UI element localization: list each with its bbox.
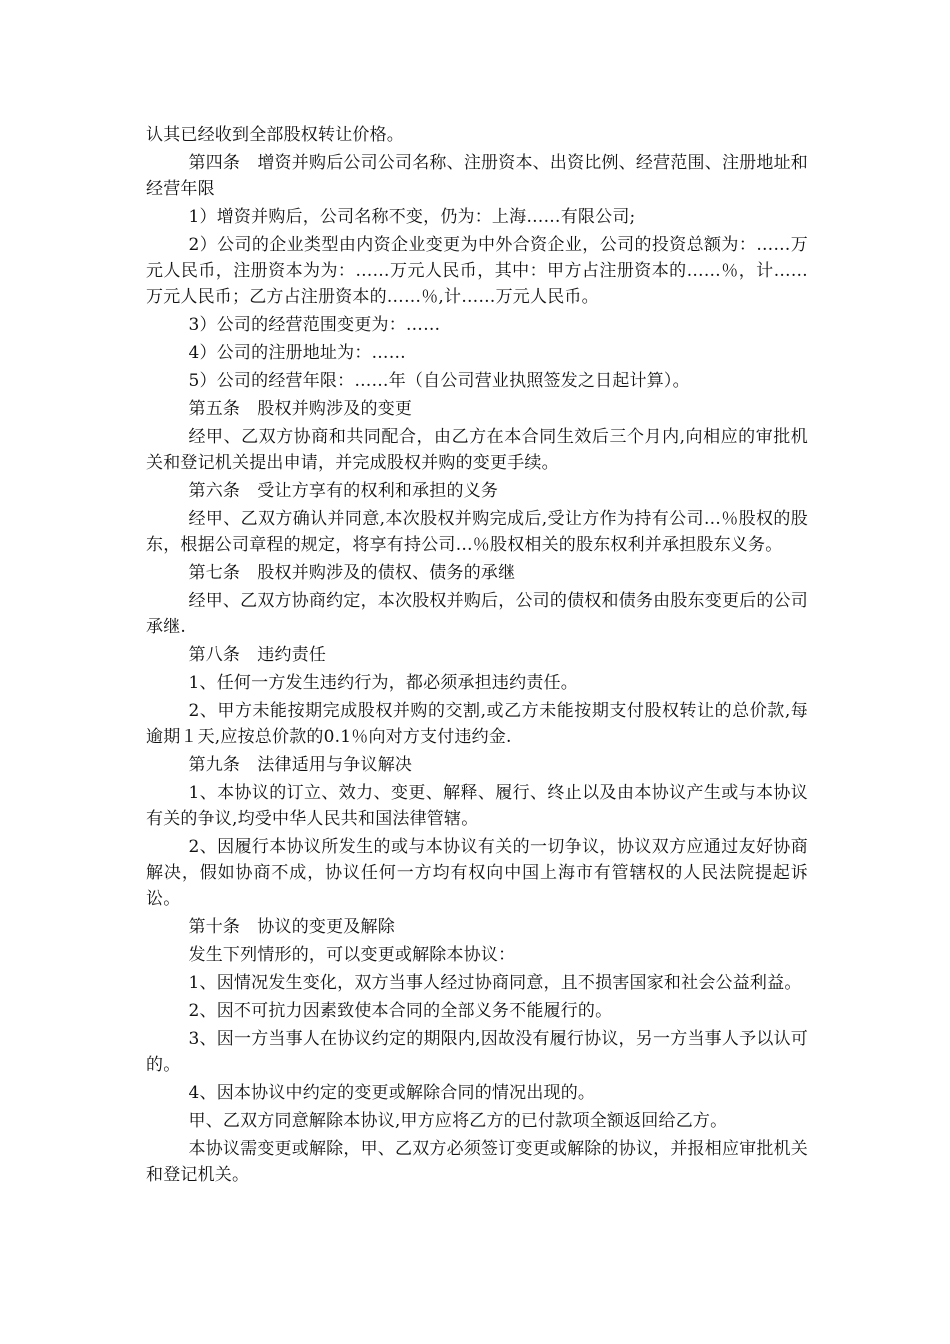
article-4-item-2: 2）公司的企业类型由内资企业变更为中外合资企业，公司的投资总额为：……万元人民币，注册资本为为：……万元人民币，其中：甲方占注册资本的……％，计……万元人民币；乙方占注册资本的……％,计……万元人民币。 [146,235,808,307]
article-10-item-2: 2、因不可抗力因素致使本合同的全部义务不能履行的。 [188,1001,613,1021]
article-10-refund-clause: 甲、乙双方同意解除本协议,甲方应将乙方的已付款项全额返回给乙方。 [188,1111,728,1131]
paragraph-continuation: 认其已经收到全部股权转让价格。 [146,125,404,145]
article-9-heading: 第九条 法律适用与争议解决 [188,755,413,775]
article-10-item-1: 1、因情况发生变化，双方当事人经过协商同意，且不损害国家和社会公益利益。 [188,973,802,993]
article-4-item-3: 3）公司的经营范围变更为：…… [188,315,441,335]
article-10-intro: 发生下列情形的，可以变更或解除本协议： [188,945,516,965]
article-8-heading: 第八条 违约责任 [188,645,327,665]
article-9-item-2: 2、因履行本协议所发生的或与本协议有关的一切争议，协议双方应通过友好协商解决，假如协商不成，协议任何一方均有权向中国上海市有管辖权的人民法院提起诉讼。 [146,837,808,909]
article-4-item-1: 1）增资并购后，公司名称不变，仍为：上海……有限公司; [188,207,636,227]
article-10-amendment-clause: 本协议需变更或解除，甲、乙双方必须签订变更或解除的协议，并报相应审批机关和登记机关。 [146,1139,808,1185]
document-page [146,122,808,1190]
article-7-heading: 第七条 股权并购涉及的债权、债务的承继 [188,563,516,583]
article-5-body: 经甲、乙双方协商和共同配合，由乙方在本合同生效后三个月内,向相应的审批机关和登记机关提出申请，并完成股权并购的变更手续。 [146,427,808,473]
article-7-body: 经甲、乙双方协商约定，本次股权并购后，公司的债权和债务由股东变更后的公司承继. [146,591,808,637]
article-8-item-1: 1、任何一方发生违约行为，都必须承担违约责任。 [188,673,578,693]
article-6-heading: 第六条 受让方享有的权利和承担的义务 [188,481,499,501]
article-4-item-4: 4）公司的注册地址为：…… [188,343,406,363]
article-6-body: 经甲、乙双方确认并同意,本次股权并购完成后,受让方作为持有公司…％股权的股东，根据公司章程的规定，将享有持公司…％股权相关的股东权利并承担股东义务。 [146,509,808,555]
article-10-item-3: 3、因一方当事人在协议约定的期限内,因故没有履行协议，另一方当事人予以认可的。 [146,1029,808,1075]
article-10-heading: 第十条 协议的变更及解除 [188,917,395,937]
article-9-item-1: 1、本协议的订立、效力、变更、解释、履行、终止以及由本协议产生或与本协议有关的争议,均受中华人民共和国法律管辖。 [146,783,808,829]
article-4-item-5: 5）公司的经营年限：……年（自公司营业执照签发之日起计算）。 [188,371,690,391]
article-5-heading: 第五条 股权并购涉及的变更 [188,399,413,419]
article-10-item-4: 4、因本协议中约定的变更或解除合同的情况出现的。 [188,1083,596,1103]
article-8-item-2: 2、甲方未能按期完成股权并购的交割,或乙方未能按期支付股权转让的总价款,每逾期１天,应按总价款的0.1％向对方支付违约金. [146,701,808,747]
article-4-heading: 第四条 增资并购后公司公司名称、注册资本、出资比例、经营范围、注册地址和经营年限 [146,153,808,199]
